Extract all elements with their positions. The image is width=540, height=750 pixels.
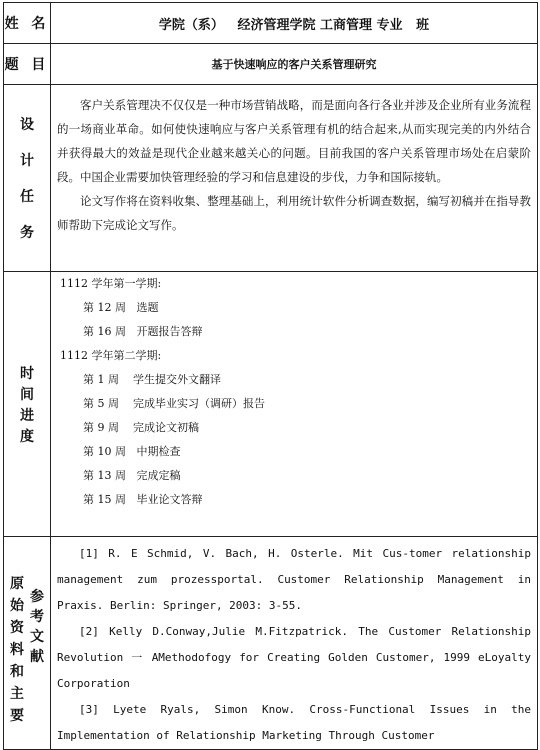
label-char: 设 [20, 117, 34, 133]
references-row [4, 537, 538, 750]
name-row [4, 3, 538, 44]
week-task: 完成论文初稿 [133, 421, 199, 434]
label-char: 资 [10, 620, 24, 636]
schedule-item [83, 416, 531, 440]
references-label-cell [4, 537, 51, 750]
design-task-label-cell [4, 85, 51, 272]
design-task-label [4, 85, 50, 271]
schedule-label-cell [4, 272, 51, 537]
label-char: 原 [10, 576, 24, 592]
topic-label-cell [4, 44, 51, 85]
label-char: 度 [20, 428, 34, 445]
schedule-row [4, 272, 538, 537]
label-char: 主 [10, 686, 24, 702]
week-number: 第 13 周 [83, 469, 126, 482]
schedule-item [83, 488, 531, 512]
term-title: 1112 学年第二学期: [60, 349, 162, 362]
label-char: 任 [20, 189, 34, 205]
label-char: 料 [10, 642, 24, 658]
label-char: 要 [10, 708, 24, 724]
reference-item: [1] R. E Schmid, V. Bach, H. Osterle. Mit Cus-tomer relationship management zum prozessportal. Customer Relationship Management in Praxis. Berlin: Springer, 2003: 3-55. [57, 547, 531, 612]
week-task: 中期检查 [136, 445, 181, 458]
week-task: 完成毕业实习（调研）报告 [133, 397, 265, 410]
label-char: 参 [30, 589, 44, 605]
week-task: 毕业论文答辩 [136, 493, 203, 506]
thesis-title: 基于快速响应的客户关系管理研究 [211, 58, 377, 71]
thesis-task-form [3, 2, 538, 750]
label-char: 始 [10, 598, 24, 614]
label-char: 务 [20, 225, 34, 241]
college-major-line: 学院（系） 经济管理学院 工商管理 专业 班 [158, 17, 430, 33]
name-label-cell [4, 3, 51, 44]
week-number: 第 9 周 [83, 421, 119, 434]
term-title: 1112 学年第一学期: [60, 277, 162, 290]
week-number: 第 5 周 [83, 397, 119, 410]
label-char: 考 [30, 609, 44, 625]
week-task: 完成定稿 [136, 469, 181, 482]
college-cell [51, 3, 538, 44]
topic-row [4, 44, 538, 85]
design-task-content [51, 85, 538, 272]
week-task: 开题报告答辩 [136, 325, 203, 338]
reference-item: [3] Lyete Ryals, Simon Know. Cross-Functional Issues in the Implementation of Relationship Marketing Through Customer [57, 703, 531, 742]
label-char: 文 [30, 629, 44, 645]
week-number: 第 1 周 [83, 373, 119, 386]
topic-label: 题 目 [4, 57, 50, 73]
week-number: 第 16 周 [83, 325, 126, 338]
reference-item: [2] Kelly D.Conway,Julie M.Fitzpatrick. The Customer Relationship Revolution 一 AMethodofogy for Creating Golden Customer, 1999 eLoyalty Corporation [57, 625, 531, 690]
schedule-item [83, 368, 531, 392]
schedule-content [51, 272, 538, 537]
week-task: 选题 [136, 301, 159, 314]
week-number: 第 10 周 [83, 445, 126, 458]
references-label [29, 587, 45, 667]
source-material-label [9, 573, 25, 727]
schedule-item [83, 392, 531, 416]
label-char: 献 [30, 649, 44, 665]
label-char: 进 [20, 407, 34, 424]
schedule-item [83, 320, 531, 344]
task-paragraph: 客户关系管理决不仅仅是一种市场营销战略，而是面向各行各业并涉及企业所有业务流程的一场商业革命。如何使快速响应与客户关系管理有机的结合起来,从而实现完美的内外结合并获得最大的效益是现代企业越来越关心的问题。目前我国的客户关系管理市场处在启蒙阶段。中国企业需要加快管理经验的学习和信息建设的步伐，力争和国际接轨。 [57, 98, 531, 184]
week-number: 第 15 周 [83, 493, 126, 506]
week-number: 第 12 周 [83, 301, 126, 314]
design-task-row [4, 85, 538, 272]
schedule-item [83, 296, 531, 320]
schedule-item [83, 440, 531, 464]
label-char: 间 [20, 386, 34, 403]
topic-value-cell [51, 44, 538, 85]
label-char: 计 [20, 153, 34, 169]
task-paragraph: 论文写作将在资料收集、整理基础上，利用统计软件分析调查数据，编写初稿并在指导教师帮助下完成论文写作。 [57, 194, 531, 232]
schedule-label [4, 272, 50, 536]
name-label: 姓 名 [4, 16, 50, 32]
label-char: 和 [10, 664, 24, 680]
week-task: 学生提交外文翻译 [133, 373, 221, 386]
label-char: 时 [20, 365, 34, 382]
schedule-item [83, 464, 531, 488]
references-content [51, 537, 538, 750]
